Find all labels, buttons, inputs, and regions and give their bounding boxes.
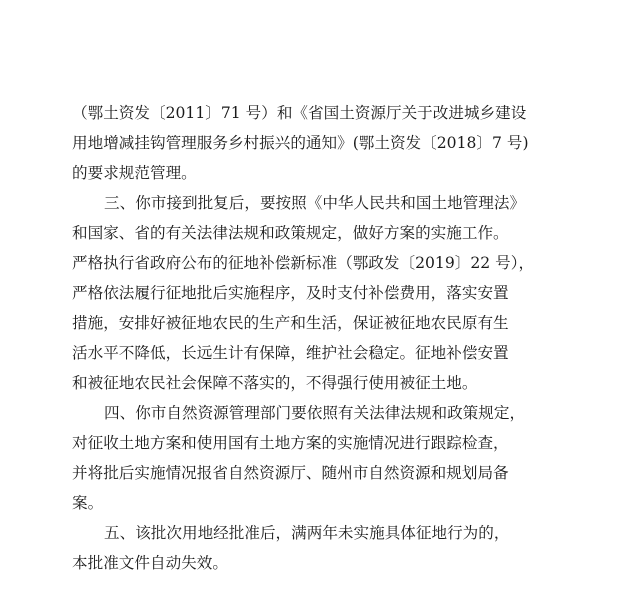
text-line: 和国家、省的有关法律法规和政策规定，做好方案的实施工作。: [72, 224, 509, 242]
text-line: 严格执行省政府公布的征地补偿新标准（鄂政发〔2019〕22 号），: [72, 254, 535, 272]
text-line: 用地增减挂钩管理服务乡村振兴的通知》(鄂土资发〔2018〕7 号): [72, 134, 529, 152]
text-line: 和被征地农民社会保障不落实的，不得强行使用被征土地。: [72, 374, 478, 392]
text-line: 本批准文件自动失效。: [72, 554, 228, 572]
text-line: 严格依法履行征地批后实施程序，及时支付补偿费用，落实安置: [72, 284, 509, 302]
paragraph-3-first-line: 三、你市接到批复后，要按照《中华人民共和国土地管理法》: [104, 194, 526, 212]
text-line: 对征收土地方案和使用国有土地方案的实施情况进行跟踪检查，: [72, 434, 509, 452]
paragraph-5-first-line: 五、该批次用地经批准后，满两年未实施具体征地行为的，: [104, 524, 510, 542]
text-line: 并将批后实施情况报省自然资源厅、随州市自然资源和规划局备: [72, 464, 509, 482]
text-line: 案。: [72, 494, 104, 512]
text-line: 的要求规范管理。: [72, 164, 197, 182]
text-line: （鄂土资发〔2011〕71 号）和《省国土资源厅关于改进城乡建设: [72, 104, 527, 122]
text-line: 活水平不降低，长远生计有保障，维护社会稳定。征地补偿安置: [72, 344, 509, 362]
paragraph-4-first-line: 四、你市自然资源管理部门要依照有关法律法规和政策规定，: [104, 404, 526, 422]
text-line: 措施，安排好被征地农民的生产和生活，保证被征地农民原有生: [72, 314, 509, 332]
